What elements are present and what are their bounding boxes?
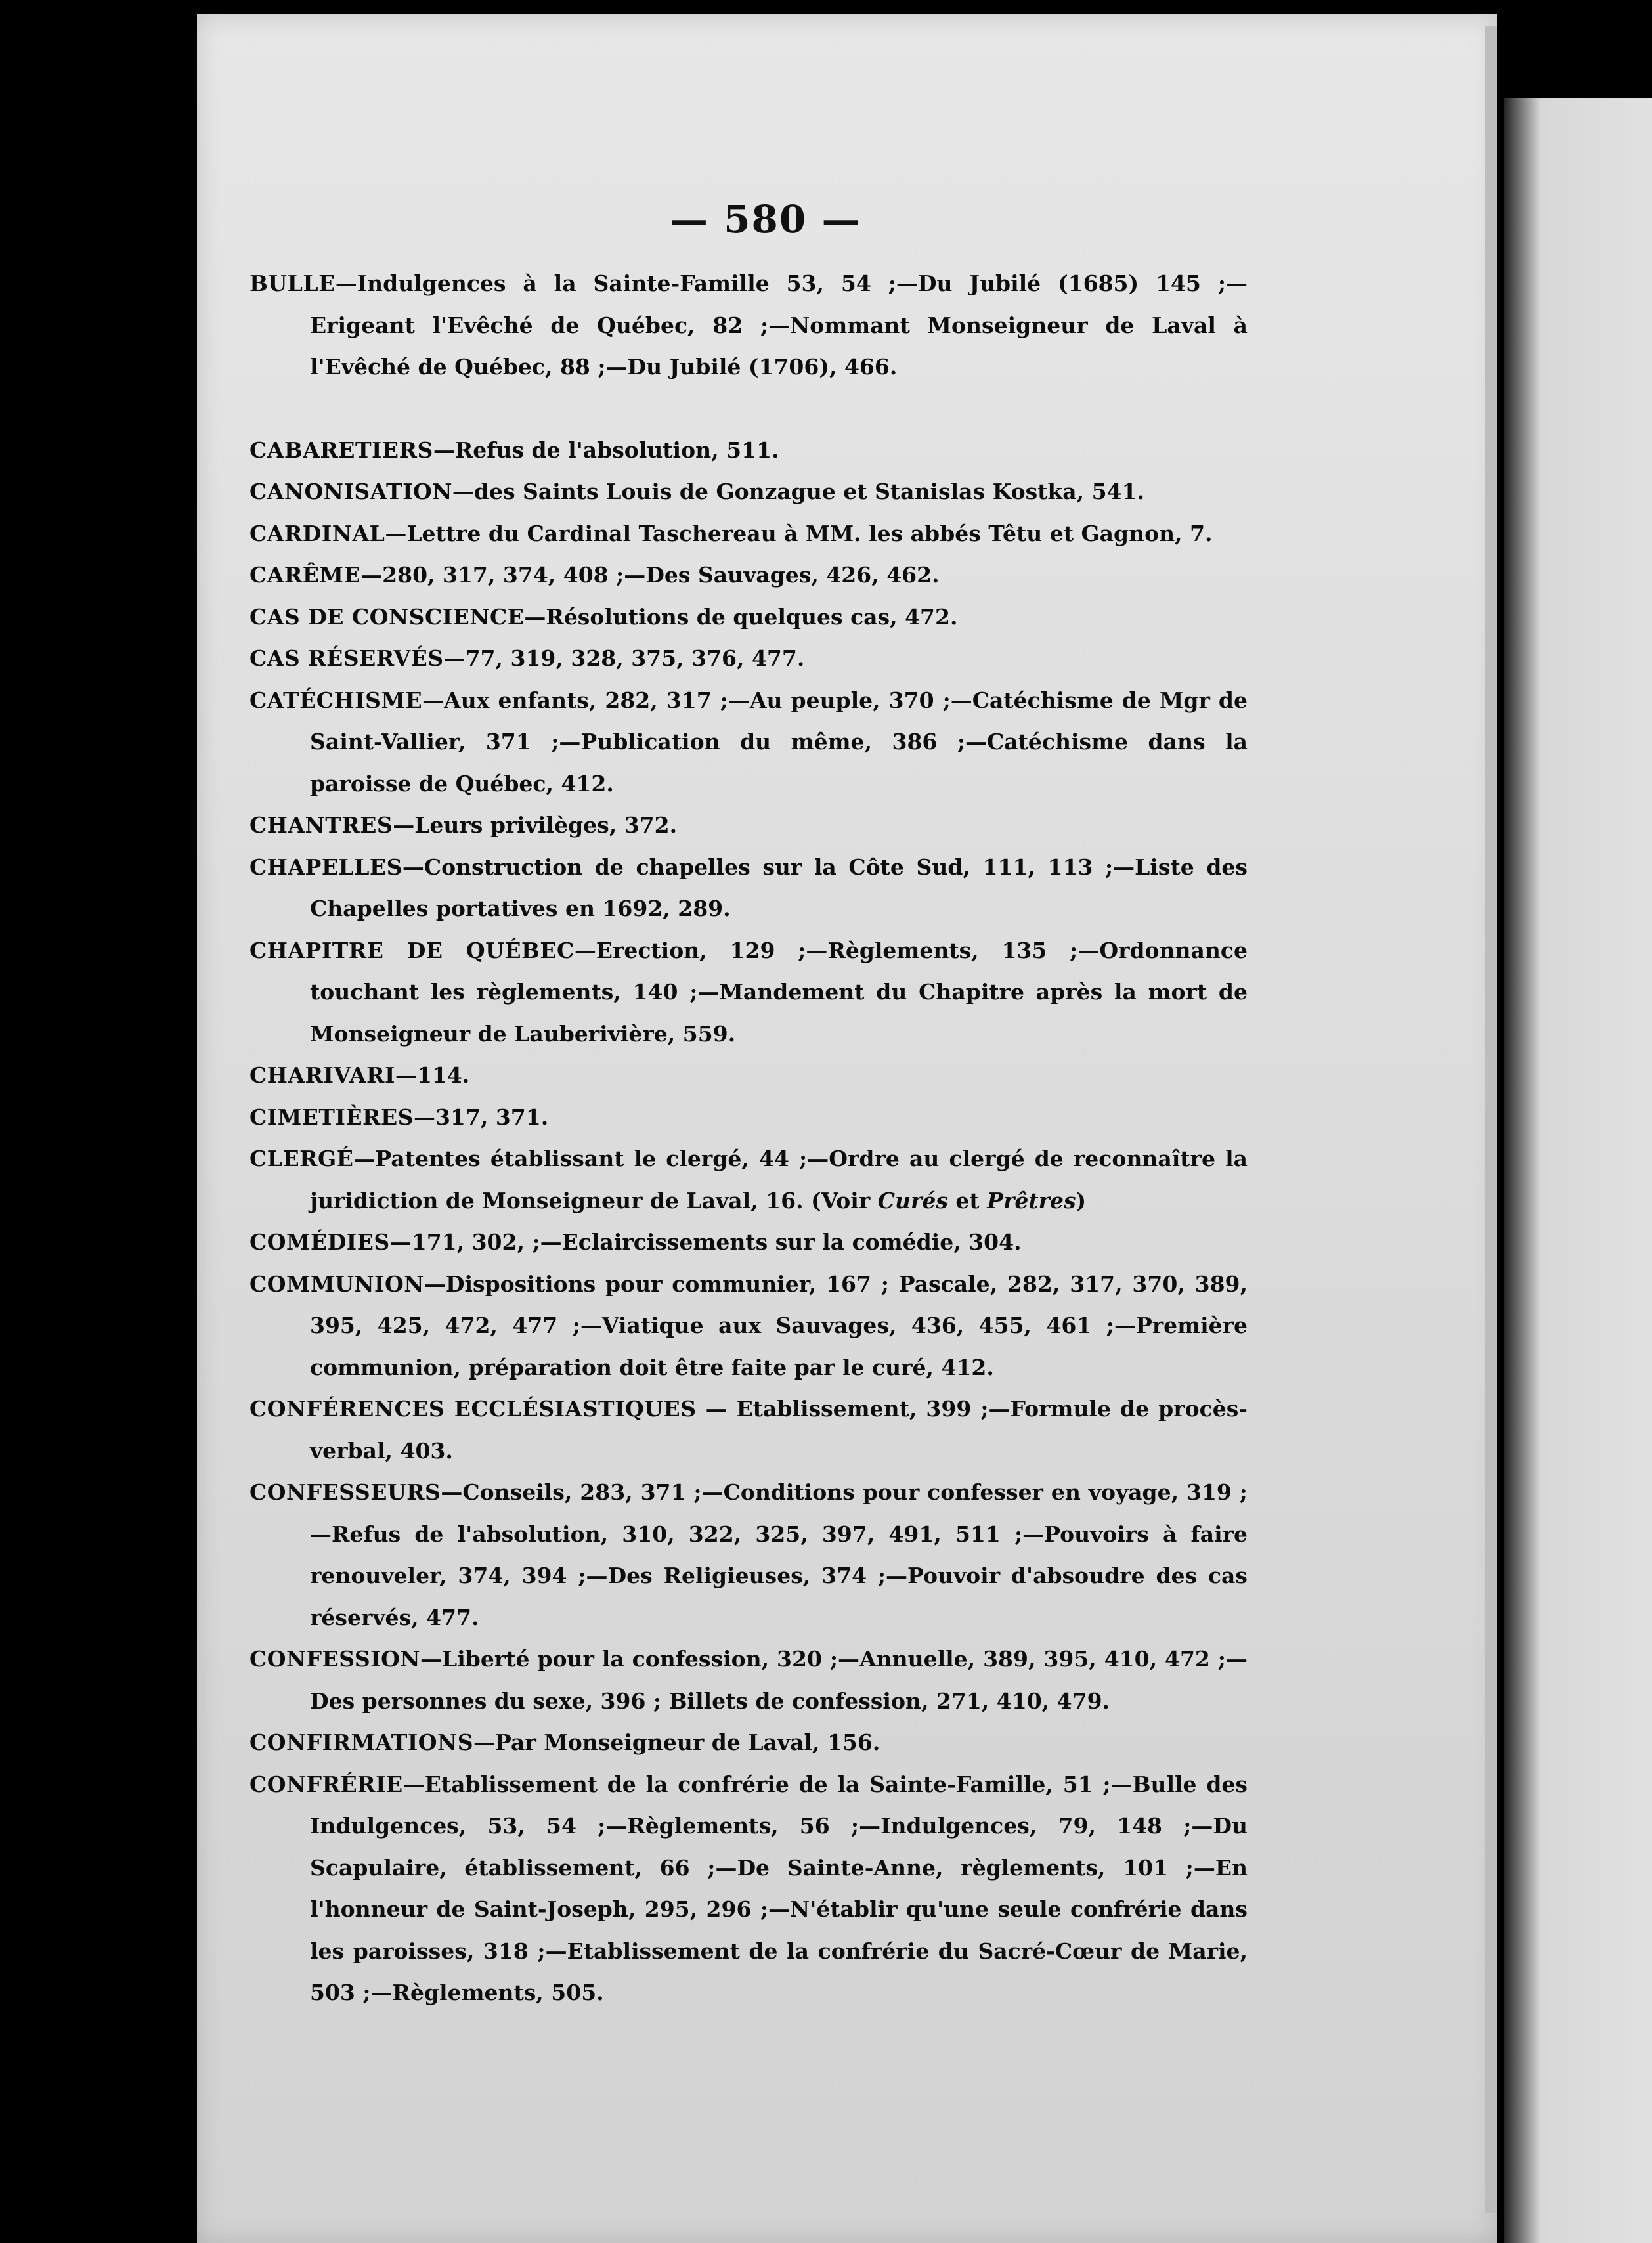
next-page-edge [1504,98,1652,2243]
index-entry-communion [250,1263,1248,1389]
index-entry-charivari [250,1055,1248,1097]
index-entry-cardinal [250,513,1248,555]
entry-heading: CONFESSION [250,1646,421,1672]
index-entry-bulle [250,263,1248,388]
entry-text: —Construction de chapelles sur la Côte Sud, 111, 113 ;—Liste des Chapelles portatives en 1692, 289. [310,854,1248,921]
page-spine [1485,26,1497,2213]
entry-text: —77, 319, 328, 375, 376, 477. [443,645,805,671]
index-entry-cimetieres [250,1097,1248,1139]
entry-heading: CARÊME [250,562,361,588]
entry-heading: CANONISATION [250,479,452,504]
entry-heading: COMMUNION [250,1271,424,1297]
index-entry-confesseurs [250,1471,1248,1638]
entry-text: —Liberté pour la confession, 320 ;—Annuelle, 389, 395, 410, 472 ;—Des personnes du sexe, 396 ; Billets de confession, 271, 410, 479. [310,1646,1248,1714]
entry-text: —Patentes établissant le clergé, 44 ;—Ordre au clergé de reconnaître la juridiction de Monseigneur de Laval, 16. [310,1146,1248,1213]
entry-heading: CABARETIERS [250,437,433,463]
entry-text: —114. [395,1062,470,1088]
entry-text: —Lettre du Cardinal Taschereau à MM. les abbés Têtu et Gagnon, 7. [385,520,1213,546]
entry-text: — Etablissement, 399 ;—Formule de procès-verbal, 403. [310,1396,1248,1464]
index-entry-conferences [250,1388,1248,1471]
index-entry-cas-reserves [250,638,1248,680]
index-entry-canonisation [250,471,1248,513]
entry-heading: CONFIRMATIONS [250,1730,474,1755]
index-entry-comedies [250,1221,1248,1263]
entry-text: —317, 371. [413,1104,549,1130]
index-entry-catechisme [250,680,1248,805]
index-entry-chantres [250,804,1248,846]
entry-heading: CAS RÉSERVÉS [250,645,444,671]
entry-heading: CARDINAL [250,520,385,546]
entry-heading: CHAPITRE DE QUÉBEC [250,937,575,963]
index-entry-confirmations [250,1722,1248,1764]
entry-heading: CONFESSEURS [250,1479,441,1505]
see-reference-prefix: (Voir [803,1187,878,1213]
entry-heading: CONFÉRENCES ECCLÉSIASTIQUES [250,1396,697,1422]
index-entry-cabaretiers [250,429,1248,471]
index-entry-chapelles [250,846,1248,930]
entry-text: —Refus de l'absolution, 511. [433,437,779,463]
entry-heading: CHANTRES [250,812,393,838]
entry-text: —Leurs privilèges, 372. [393,812,678,838]
entry-heading: CHARIVARI [250,1062,395,1088]
index-entry-careme [250,554,1248,596]
index-entry-clerge [250,1138,1248,1221]
entry-text: —Conseils, 283, 371 ;—Conditions pour confesser en voyage, 319 ;—Refus de l'absolution, 310, 322, 325, 397, 491, 511 ;—Pouvoirs à faire renouveler, 374, 394 ;—Des Religieuses, 374 ;—Pouvoir d'absoudre des cas réservés, 477. [310,1479,1248,1630]
see-reference-mid: et [947,1187,988,1213]
entry-heading: CATÉCHISME [250,687,423,713]
see-reference-pretres: Prêtres [987,1187,1076,1213]
entry-text: —Indulgences à la Sainte-Famille 53, 54 ;—Du Jubilé (1685) 145 ;—Erigeant l'Evêché de Québec, 82 ;—Nommant Monseigneur de Laval à l'Evêché de Québec, 88 ;—Du Jubilé (1706), 466. [310,271,1248,380]
entry-heading: CHAPELLES [250,854,402,880]
see-reference-suffix: ) [1076,1187,1087,1213]
entry-text: —Aux enfants, 282, 317 ;—Au peuple, 370 ;—Catéchisme de Mgr de Saint-Vallier, 371 ;—Publication du même, 386 ;—Catéchisme dans la paroisse de Québec, 412. [310,687,1248,796]
page-number: — 580 — [670,197,861,242]
index-entry-confession [250,1638,1248,1722]
index-entry-confrerie [250,1764,1248,2014]
entry-heading: COMÉDIES [250,1229,390,1255]
index-entry-chapitre-de-quebec [250,930,1248,1055]
index-entries [250,263,1248,2014]
entry-heading: CIMETIÈRES [250,1104,414,1130]
entry-text: —Par Monseigneur de Laval, 156. [473,1730,880,1755]
entry-text: —171, 302, ;—Eclaircissements sur la comédie, 304. [389,1229,1022,1255]
entry-text: —Résolutions de quelques cas, 472. [524,603,958,630]
entry-text: —des Saints Louis de Gonzague et Stanislas Kostka, 541. [452,479,1145,504]
entry-heading: CONFRÉRIE [250,1771,403,1797]
entry-text: —280, 317, 374, 408 ;—Des Sauvages, 426, 462. [360,562,940,588]
entry-heading: BULLE [250,271,336,296]
index-entry-cas-de-conscience [250,596,1248,638]
entry-text: —Etablissement de la confrérie de la Sainte-Famille, 51 ;—Bulle des Indulgences, 53, 54 ;—Règlements, 56 ;—Indulgences, 79, 148 ;—Du Scapulaire, établissement, 66 ;—De Sainte-Anne, règlements, 101 ;—En l'honneur de Saint-Joseph, 295, 296 ;—N'établir qu'une seule confrérie dans les paroisses, 318 ;—Etablissement de la confrérie du Sacré-Cœur de Marie, 503 ;—Règlements, 505. [310,1771,1248,2005]
see-reference-cures: Curés [877,1187,948,1213]
entry-heading: CLERGÉ [250,1146,354,1171]
entry-text: —Dispositions pour communier, 167 ; Pascale, 282, 317, 370, 389, 395, 425, 472, 477 ;—Viatique aux Sauvages, 436, 455, 461 ;—Première communion, préparation doit être faite par le curé, 412. [310,1271,1248,1380]
entry-text: —Erection, 129 ;—Règlements, 135 ;—Ordonnance touchant les règlements, 140 ;—Mandement du Chapitre après la mort de Monseigneur de Lauberivière, 559. [310,937,1248,1047]
entry-heading: CAS DE CONSCIENCE [250,603,525,630]
